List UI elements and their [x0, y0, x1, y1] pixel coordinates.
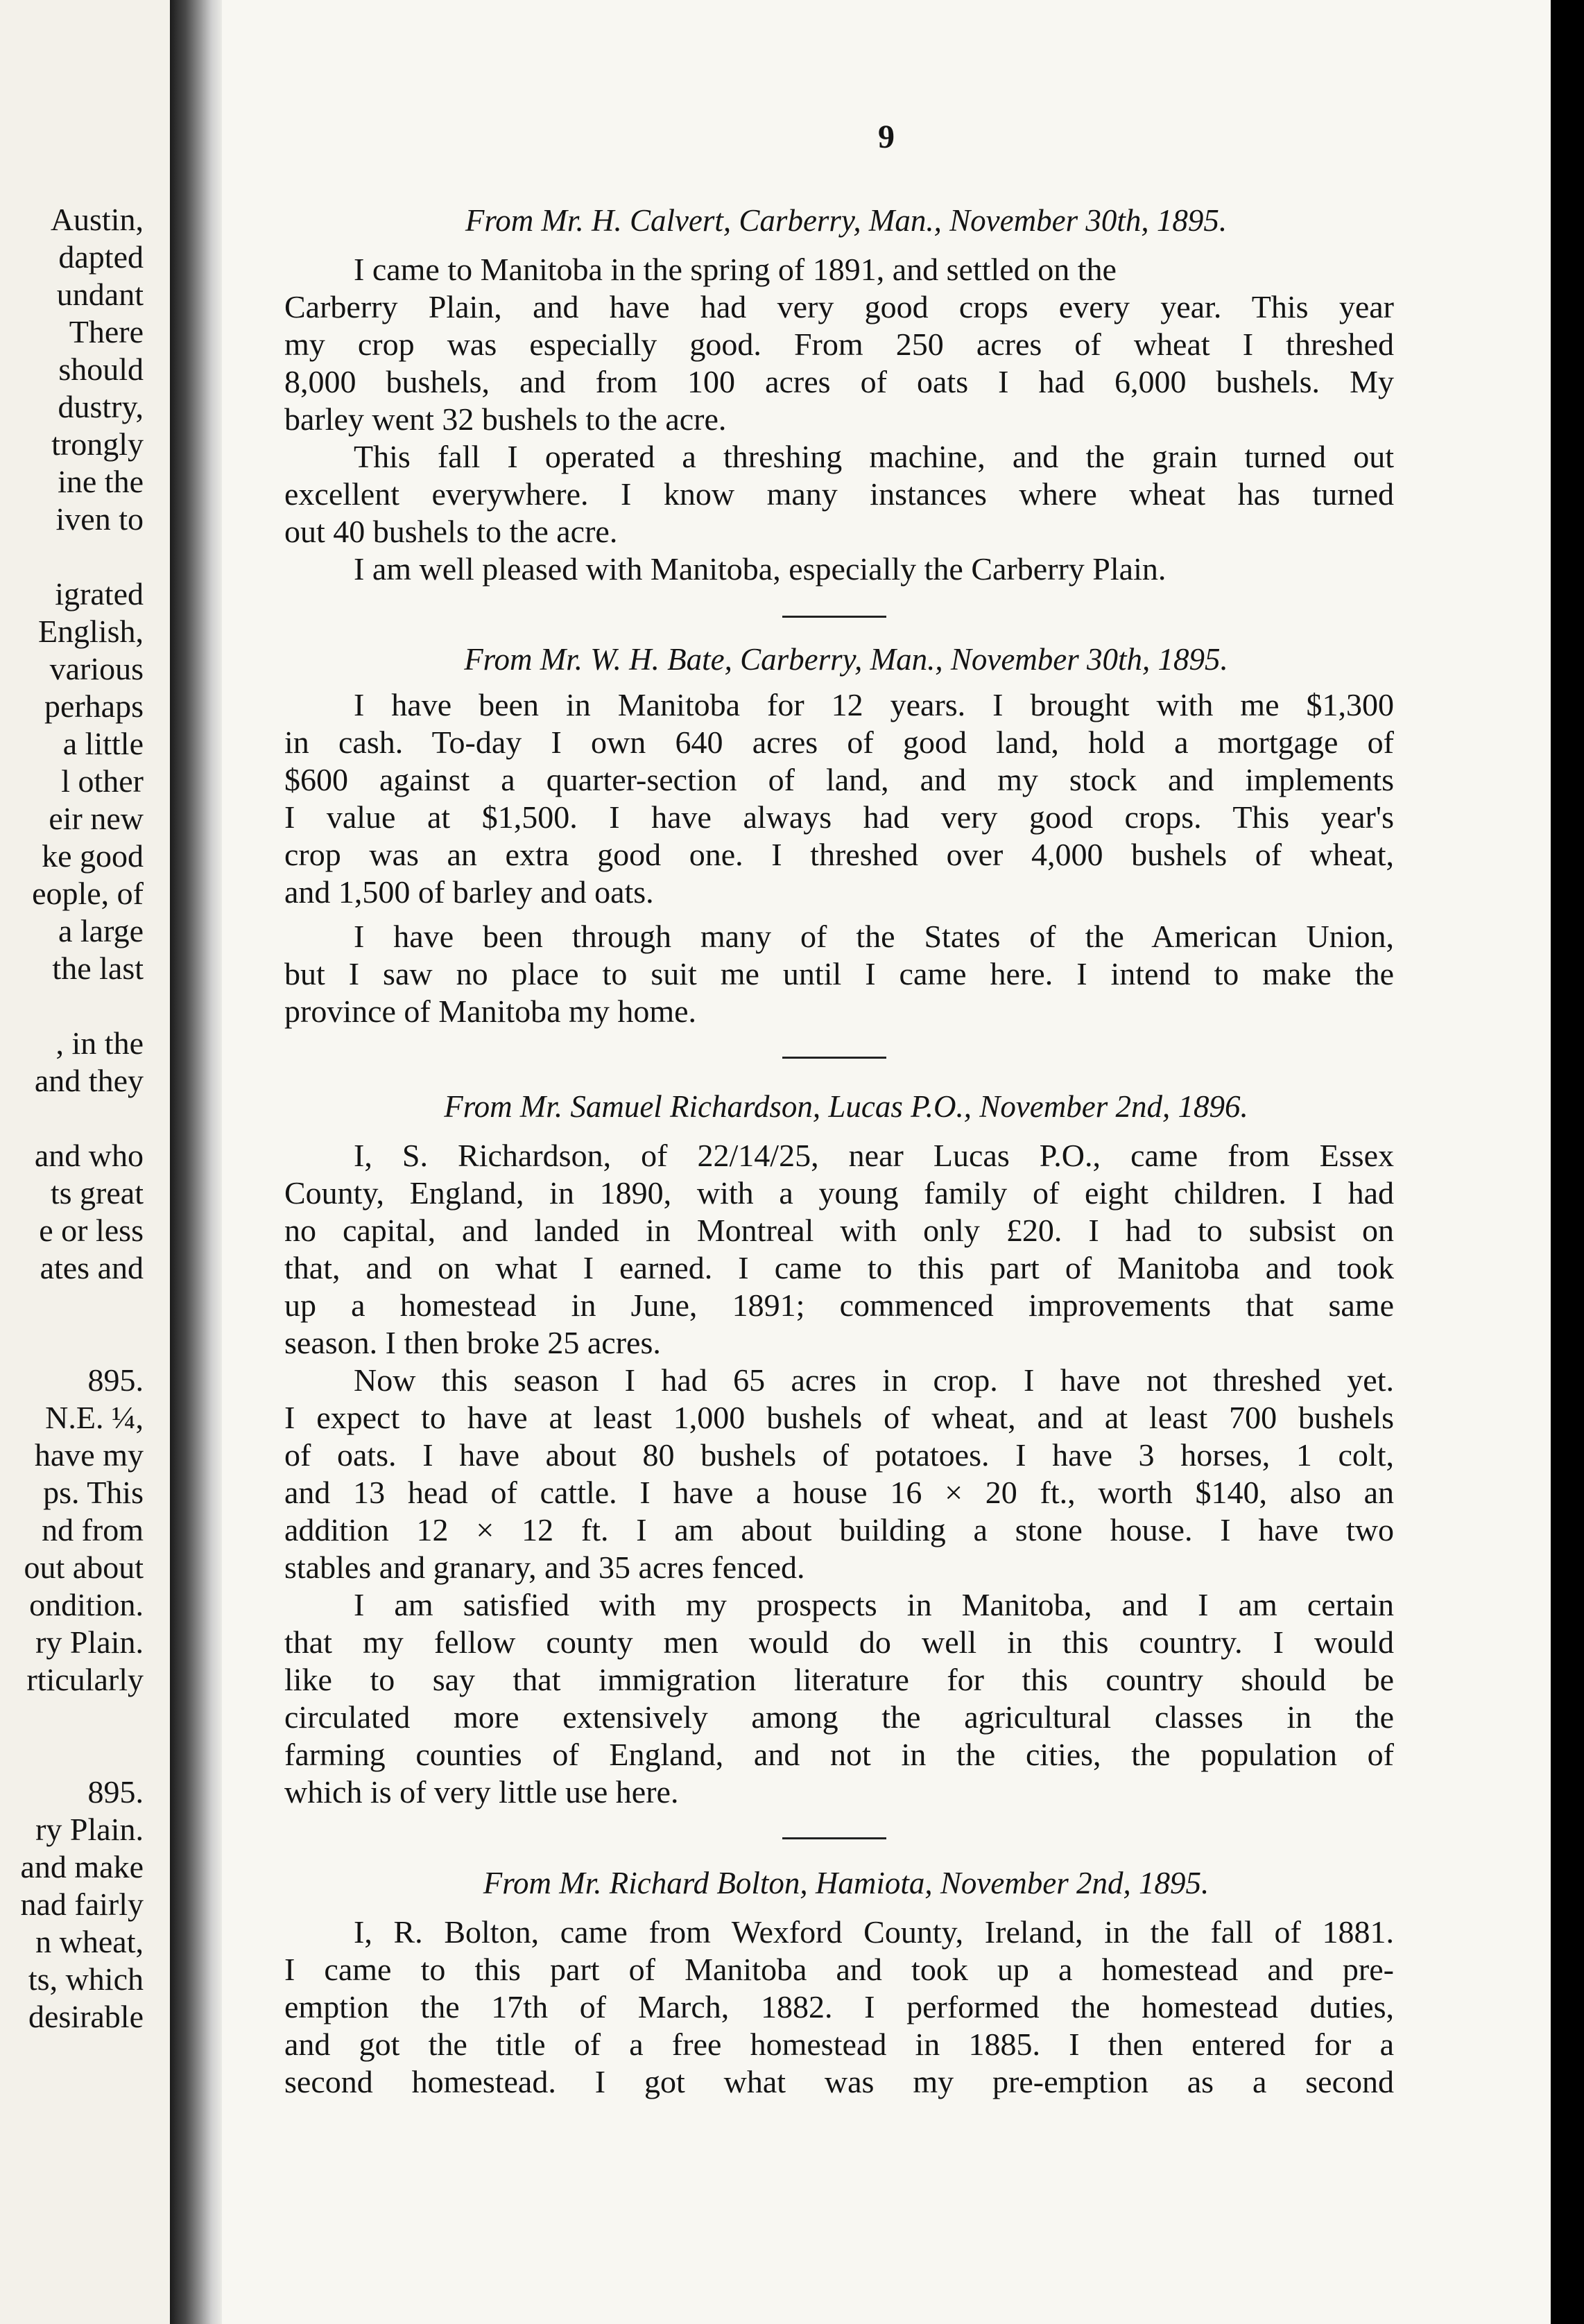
left-fragment-line: rticularly [26, 1662, 144, 1697]
letter-line: that my fellow county men would do well in this country. I would [284, 1624, 1394, 1660]
letter-line: I expect to have at least 1,000 bushels of wheat, and at least 700 bushels [284, 1400, 1394, 1435]
left-fragment-line: ondition. [29, 1587, 144, 1622]
letter-line: I value at $1,500. I have always had very good crops. This year's [284, 799, 1394, 835]
left-fragment-line: ates and [40, 1250, 144, 1285]
letter-line: I came to this part of Manitoba and took up a homestead and pre- [284, 1952, 1394, 1987]
left-fragment-line: a large [58, 913, 144, 948]
left-fragment-line: n wheat, [35, 1924, 144, 1959]
letter-line: County, England, in 1890, with a young family of eight children. I had [284, 1175, 1394, 1211]
letter-heading-calvert: From Mr. H. Calvert, Carberry, Man., November 30th, 1895. [465, 203, 1228, 238]
letter-line: and 13 head of cattle. I have a house 16 × 20 ft., worth $140, also an [284, 1475, 1394, 1510]
letter-line: my crop was especially good. From 250 acres of wheat I threshed [284, 327, 1394, 362]
left-fragment-line: igrated [55, 576, 144, 612]
letter-line: of oats. I have about 80 bushels of potatoes. I have 3 horses, 1 colt, [284, 1437, 1394, 1473]
section-divider [782, 1837, 886, 1839]
letter-line: excellent everywhere. I know many instances where wheat has turned [284, 476, 1394, 512]
letter-line: circulated more extensively among the agricultural classes in the [284, 1699, 1394, 1735]
left-fragment-line: ps. This [43, 1475, 144, 1510]
left-fragment-line: perhaps [44, 688, 144, 724]
letter-line: I have been through many of the States of the American Union, [354, 919, 1394, 954]
letter-line: province of Manitoba my home. [284, 994, 697, 1029]
left-fragment-line: , in the [55, 1025, 144, 1061]
letter-line: addition 12 × 12 ft. I am about building a stone house. I have two [284, 1512, 1394, 1547]
letter-line: second homestead. I got what was my pre-emption as a second [284, 2064, 1394, 2099]
letter-heading-bate: From Mr. W. H. Bate, Carberry, Man., November 30th, 1895. [464, 642, 1228, 677]
letter-line: emption the 17th of March, 1882. I performed the homestead duties, [284, 1989, 1394, 2024]
letter-line: out 40 bushels to the acre. [284, 514, 618, 549]
letter-line: barley went 32 bushels to the acre. [284, 401, 727, 437]
letter-line: crop was an extra good one. I threshed over 4,000 bushels of wheat, [284, 837, 1394, 872]
left-fragment-line: l other [61, 763, 144, 799]
page-number: 9 [878, 119, 895, 155]
letter-line: farming counties of England, and not in the cities, the population of [284, 1737, 1394, 1772]
letter-line: I came to Manitoba in the spring of 1891, and settled on the [354, 252, 1117, 287]
left-fragment-line: nad fairly [20, 1887, 144, 1922]
left-fragment-line: eir new [49, 801, 144, 836]
left-fragment-line: ine the [58, 464, 144, 499]
left-fragment-line: ry Plain. [35, 1624, 144, 1660]
letter-line: 8,000 bushels, and from 100 acres of oats I had 6,000 bushels. My [284, 364, 1394, 399]
letter-line: I, R. Bolton, came from Wexford County, Ireland, in the fall of 1881. [354, 1914, 1394, 1950]
left-fragment-line: and who [34, 1138, 144, 1173]
letter-line: in cash. To-day I own 640 acres of good land, hold a mortgage of [284, 725, 1394, 760]
left-fragment-line: There [69, 314, 144, 349]
letter-line: stables and granary, and 35 acres fenced. [284, 1550, 805, 1585]
book-gutter [170, 0, 222, 2324]
letter-line: no capital, and landed in Montreal with only £20. I had to subsist on [284, 1213, 1394, 1248]
letter-line: up a homestead in June, 1891; commenced improvements that same [284, 1287, 1394, 1323]
letter-line: $600 against a quarter-section of land, and my stock and implements [284, 762, 1394, 797]
left-fragment-line: out about [24, 1550, 144, 1585]
left-fragment-line: and make [20, 1849, 144, 1884]
letter-heading-bolton: From Mr. Richard Bolton, Hamiota, November 2nd, 1895. [483, 1866, 1209, 1900]
left-fragment-line: dustry, [58, 389, 144, 424]
letter-line: I, S. Richardson, of 22/14/25, near Lucas P.O., came from Essex [354, 1138, 1394, 1173]
left-fragment-line: Austin, [50, 202, 144, 237]
letter-line: like to say that immigration literature for this country should be [284, 1662, 1394, 1697]
letter-line: Carberry Plain, and have had very good crops every year. This year [284, 289, 1394, 324]
left-fragment-line: ts, which [28, 1961, 144, 1997]
left-fragment-line: undant [56, 277, 144, 312]
letter-line: and got the title of a free homestead in 1885. I then entered for a [284, 2027, 1394, 2062]
left-fragment-line: dapted [58, 239, 144, 275]
letter-line: but I saw no place to suit me until I came here. I intend to make the [284, 956, 1394, 991]
left-fragment-line: N.E. ¼, [45, 1400, 144, 1435]
left-fragment-line: eople, of [32, 876, 144, 911]
left-fragment-line: 895. [87, 1362, 144, 1398]
letter-line: I am satisfied with my prospects in Manitoba, and I am certain [354, 1587, 1394, 1622]
left-fragment-line: 895. [87, 1774, 144, 1810]
letter-line: season. I then broke 25 acres. [284, 1325, 661, 1360]
letter-line: I have been in Manitoba for 12 years. I brought with me $1,300 [354, 687, 1394, 722]
left-fragment-line: e or less [39, 1213, 144, 1248]
left-fragment-line: ke good [42, 838, 144, 874]
left-fragment-line: desirable [28, 1999, 144, 2034]
left-fragment-line: iven to [55, 501, 144, 537]
letter-line: which is of very little use here. [284, 1774, 679, 1810]
left-fragment-line: English, [37, 614, 144, 649]
left-fragment-line: ry Plain. [35, 1812, 144, 1847]
main-page [222, 0, 1551, 2324]
letter-line: that, and on what I earned. I came to this part of Manitoba and took [284, 1250, 1394, 1285]
letter-heading-richardson: From Mr. Samuel Richardson, Lucas P.O., November 2nd, 1896. [444, 1089, 1248, 1124]
left-fragment-line: nd from [42, 1512, 144, 1547]
left-fragment-line: a little [62, 726, 144, 761]
left-fragment-line: ts great [50, 1175, 144, 1211]
section-divider [782, 616, 886, 618]
left-page-fragment [0, 0, 170, 2324]
letter-line: I am well pleased with Manitoba, especially the Carberry Plain. [354, 551, 1167, 587]
left-fragment-line: various [49, 651, 144, 686]
letter-line: This fall I operated a threshing machine, and the grain turned out [354, 439, 1394, 474]
left-fragment-line: trongly [51, 426, 144, 462]
letter-line: and 1,500 of barley and oats. [284, 874, 654, 910]
left-fragment-line: should [58, 352, 144, 387]
left-fragment-line: have my [34, 1437, 144, 1473]
letter-line: Now this season I had 65 acres in crop. I have not threshed yet. [354, 1362, 1394, 1398]
section-divider [782, 1057, 886, 1059]
left-fragment-line: the last [52, 951, 144, 986]
left-fragment-line: and they [34, 1063, 144, 1098]
